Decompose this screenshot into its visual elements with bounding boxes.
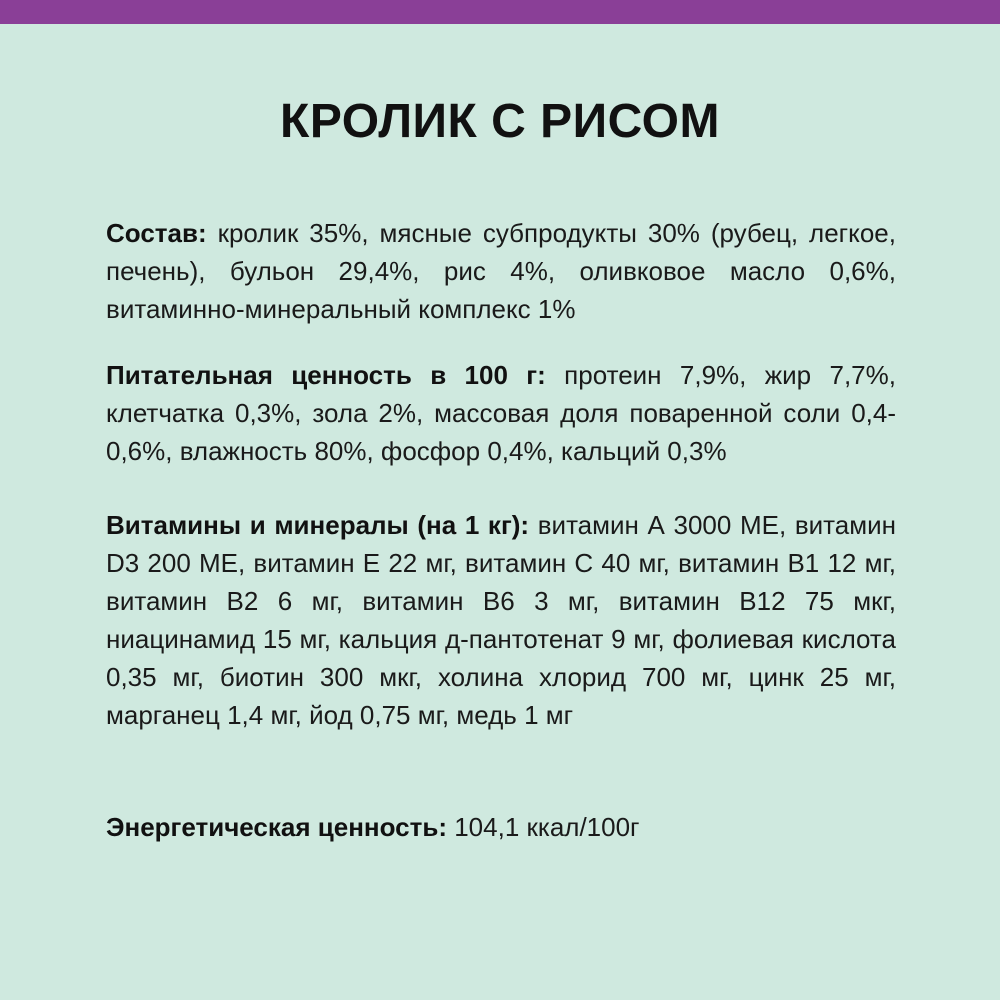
composition-section (106, 214, 896, 328)
energy-text: 104,1 ккал/100г (454, 812, 640, 842)
energy-section (106, 808, 896, 846)
composition-label: Состав: (106, 218, 207, 248)
nutrition-section (106, 356, 896, 470)
nutrition-text: протеин 7,9%, жир 7,7%, клетчатка 0,3%, зола 2%, массовая доля поваренной соли 0,4-0,6%, влажность 80%, фосфор 0,4%, кальций 0,3% (106, 360, 896, 466)
vitamins-section (106, 506, 896, 734)
energy-label: Энергетическая ценность: (106, 812, 447, 842)
nutrition-label: Питательная ценность в 100 г: (106, 360, 546, 390)
vitamins-text: витамин А 3000 МЕ, витамин D3 200 МЕ, витамин Е 22 мг, витамин С 40 мг, витамин В1 12 мг, витамин В2 6 мг, витамин В6 3 мг, витамин В12 75 мкг, ниацинамид 15 мг, кальция д-пантотенат 9 мг, фолиевая кислота 0,35 мг, биотин 300 мкг, холина хлорид 700 мг, цинк 25 мг, марганец 1,4 мг, йод 0,75 мг, медь 1 мг (106, 510, 896, 730)
vitamins-label: Витамины и минералы (на 1 кг): (106, 510, 530, 540)
product-title: КРОЛИК С РИСОМ (280, 95, 720, 148)
composition-text: кролик 35%, мясные субпродукты 30% (рубец, легкое, печень), бульон 29,4%, рис 4%, оливковое масло 0,6%, витаминно-минеральный комплекс 1% (106, 218, 896, 324)
top-accent-bar (0, 0, 1000, 24)
